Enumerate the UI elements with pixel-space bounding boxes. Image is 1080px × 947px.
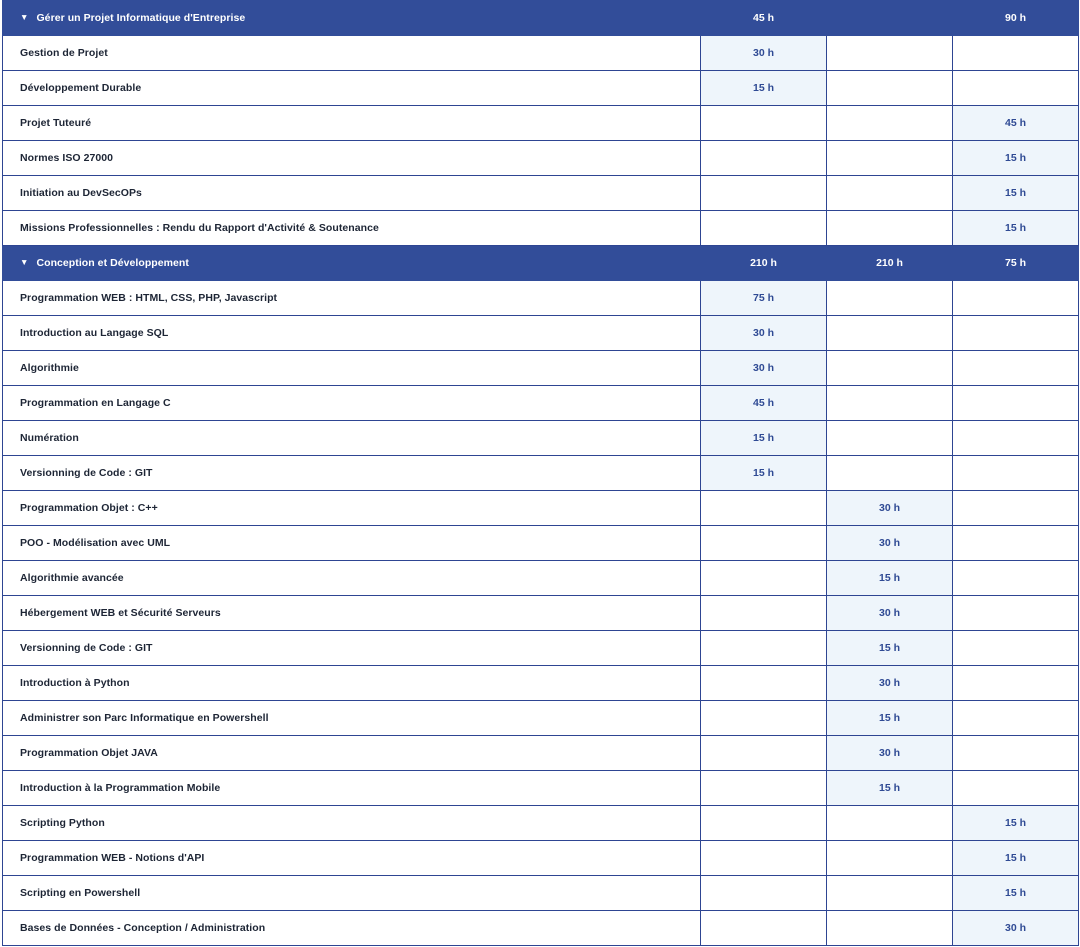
- course-hours: [827, 106, 953, 141]
- course-hours: [701, 771, 827, 806]
- course-hours: [953, 421, 1079, 456]
- course-hours: [953, 386, 1079, 421]
- course-hours: [701, 211, 827, 246]
- course-hours: 15 h: [953, 176, 1079, 211]
- course-name: Versionning de Code : GIT: [3, 456, 701, 491]
- course-hours: 15 h: [827, 701, 953, 736]
- course-hours: [827, 141, 953, 176]
- curriculum-table-body: [3, 1, 1079, 946]
- course-hours: 30 h: [827, 736, 953, 771]
- table-row: [3, 631, 1079, 666]
- section-header-row[interactable]: [3, 246, 1079, 281]
- course-hours: 45 h: [701, 386, 827, 421]
- course-hours: 15 h: [701, 421, 827, 456]
- table-row: [3, 596, 1079, 631]
- section-header-row[interactable]: [3, 1, 1079, 36]
- section-total-hours: 210 h: [701, 246, 827, 281]
- course-hours: 30 h: [953, 911, 1079, 946]
- table-row: [3, 701, 1079, 736]
- course-hours: 30 h: [827, 666, 953, 701]
- course-hours: [701, 841, 827, 876]
- course-hours: 15 h: [701, 71, 827, 106]
- section-title: Conception et Développement: [36, 257, 189, 269]
- course-name: Algorithmie avancée: [3, 561, 701, 596]
- course-hours: [827, 841, 953, 876]
- table-row: [3, 106, 1079, 141]
- course-hours: [953, 736, 1079, 771]
- course-hours: [953, 666, 1079, 701]
- table-row: [3, 36, 1079, 71]
- course-name: Bases de Données - Conception / Administration: [3, 911, 701, 946]
- course-hours: [701, 491, 827, 526]
- course-hours: [953, 316, 1079, 351]
- course-hours: [953, 526, 1079, 561]
- course-hours: [827, 36, 953, 71]
- course-hours: [953, 561, 1079, 596]
- course-hours: [953, 456, 1079, 491]
- course-hours: 15 h: [827, 631, 953, 666]
- table-row: [3, 211, 1079, 246]
- triangle-down-icon[interactable]: ▼: [20, 257, 29, 267]
- course-hours: 30 h: [827, 596, 953, 631]
- triangle-down-icon[interactable]: ▼: [20, 12, 29, 22]
- course-hours: 15 h: [827, 561, 953, 596]
- course-hours: [953, 491, 1079, 526]
- table-row: [3, 666, 1079, 701]
- table-row: [3, 736, 1079, 771]
- table-row: [3, 526, 1079, 561]
- course-name: Introduction à la Programmation Mobile: [3, 771, 701, 806]
- course-name: Programmation en Langage C: [3, 386, 701, 421]
- section-total-hours: 75 h: [953, 246, 1079, 281]
- course-hours: [827, 71, 953, 106]
- course-hours: [701, 666, 827, 701]
- course-hours: [827, 386, 953, 421]
- course-name: Algorithmie: [3, 351, 701, 386]
- course-hours: 15 h: [953, 876, 1079, 911]
- course-hours: [701, 736, 827, 771]
- course-hours: [701, 911, 827, 946]
- course-hours: [827, 176, 953, 211]
- course-hours: [701, 806, 827, 841]
- course-hours: [827, 351, 953, 386]
- table-row: [3, 491, 1079, 526]
- course-hours: [953, 36, 1079, 71]
- course-name: Initiation au DevSecOPs: [3, 176, 701, 211]
- section-total-hours: 45 h: [701, 1, 827, 36]
- course-hours: [953, 631, 1079, 666]
- course-name: Numération: [3, 421, 701, 456]
- course-hours: [827, 456, 953, 491]
- course-name: Normes ISO 27000: [3, 141, 701, 176]
- table-row: [3, 386, 1079, 421]
- course-hours: [827, 911, 953, 946]
- section-header-cell[interactable]: [3, 1, 701, 36]
- course-name: Scripting en Powershell: [3, 876, 701, 911]
- course-hours: [701, 176, 827, 211]
- course-hours: [701, 561, 827, 596]
- course-hours: 75 h: [701, 281, 827, 316]
- course-hours: [701, 701, 827, 736]
- course-hours: [953, 281, 1079, 316]
- course-name: Hébergement WEB et Sécurité Serveurs: [3, 596, 701, 631]
- table-row: [3, 456, 1079, 491]
- table-row: [3, 421, 1079, 456]
- table-row: [3, 281, 1079, 316]
- course-hours: [827, 281, 953, 316]
- course-name: Programmation Objet JAVA: [3, 736, 701, 771]
- course-hours: [953, 71, 1079, 106]
- course-hours: [701, 631, 827, 666]
- course-hours: [953, 701, 1079, 736]
- course-hours: [953, 596, 1079, 631]
- course-hours: [701, 596, 827, 631]
- course-hours: 15 h: [953, 141, 1079, 176]
- course-hours: 30 h: [827, 491, 953, 526]
- table-row: [3, 911, 1079, 946]
- course-name: Développement Durable: [3, 71, 701, 106]
- table-row: [3, 806, 1079, 841]
- table-row: [3, 141, 1079, 176]
- course-name: Administrer son Parc Informatique en Powershell: [3, 701, 701, 736]
- table-row: [3, 176, 1079, 211]
- course-name: Missions Professionnelles : Rendu du Rapport d'Activité & Soutenance: [3, 211, 701, 246]
- course-hours: 30 h: [827, 526, 953, 561]
- course-name: Versionning de Code : GIT: [3, 631, 701, 666]
- course-hours: [701, 526, 827, 561]
- course-hours: [701, 106, 827, 141]
- course-hours: 30 h: [701, 351, 827, 386]
- course-name: Programmation WEB : HTML, CSS, PHP, Javascript: [3, 281, 701, 316]
- course-hours: 30 h: [701, 316, 827, 351]
- table-row: [3, 876, 1079, 911]
- course-hours: 15 h: [953, 806, 1079, 841]
- course-name: Introduction au Langage SQL: [3, 316, 701, 351]
- course-hours: 15 h: [953, 841, 1079, 876]
- course-name: Introduction à Python: [3, 666, 701, 701]
- section-title: Gérer un Projet Informatique d'Entreprise: [36, 12, 246, 24]
- course-hours: [701, 141, 827, 176]
- table-row: [3, 561, 1079, 596]
- course-hours: [827, 806, 953, 841]
- table-row: [3, 316, 1079, 351]
- course-name: Scripting Python: [3, 806, 701, 841]
- course-hours: [827, 876, 953, 911]
- course-hours: 15 h: [827, 771, 953, 806]
- course-hours: [953, 351, 1079, 386]
- section-total-hours: [827, 1, 953, 36]
- course-name: POO - Modélisation avec UML: [3, 526, 701, 561]
- course-hours: [827, 316, 953, 351]
- course-hours: [701, 876, 827, 911]
- course-hours: [827, 421, 953, 456]
- table-row: [3, 351, 1079, 386]
- section-total-hours: 210 h: [827, 246, 953, 281]
- course-name: Gestion de Projet: [3, 36, 701, 71]
- course-hours: 15 h: [953, 211, 1079, 246]
- course-name: Programmation WEB - Notions d'API: [3, 841, 701, 876]
- table-row: [3, 71, 1079, 106]
- course-name: Programmation Objet : C++: [3, 491, 701, 526]
- course-hours: 30 h: [701, 36, 827, 71]
- curriculum-table: [2, 0, 1079, 946]
- course-hours: [827, 211, 953, 246]
- course-name: Projet Tuteuré: [3, 106, 701, 141]
- section-header-cell[interactable]: [3, 246, 701, 281]
- course-hours: [953, 771, 1079, 806]
- table-row: [3, 771, 1079, 806]
- course-hours: 45 h: [953, 106, 1079, 141]
- course-hours: 15 h: [701, 456, 827, 491]
- section-total-hours: 90 h: [953, 1, 1079, 36]
- table-row: [3, 841, 1079, 876]
